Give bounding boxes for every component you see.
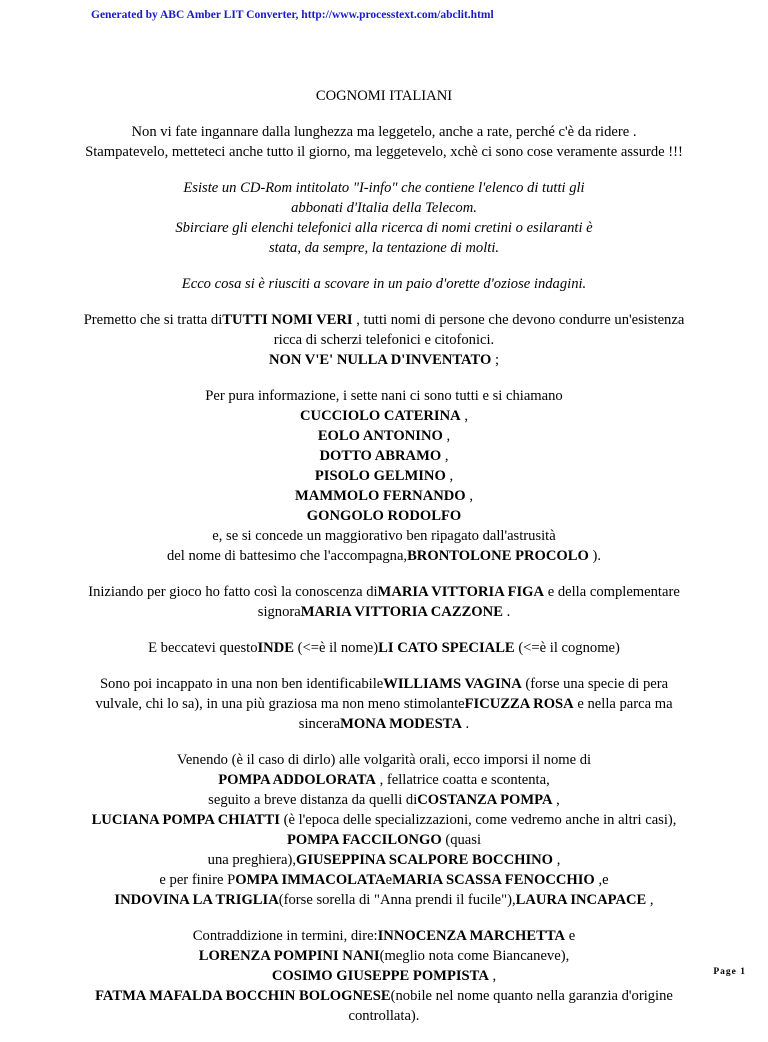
bold-name: INNOCENZA MARCHETTA bbox=[377, 928, 566, 944]
text: , bbox=[488, 968, 497, 984]
separator: , bbox=[460, 408, 468, 424]
bold-name: GIUSEPPINA SCALPORE BOCCHINO bbox=[295, 852, 554, 868]
converter-header-link[interactable]: Generated by ABC Amber LIT Converter, http://www.processtext.com/abclit.html bbox=[91, 9, 494, 21]
text: vulvale, chi lo sa), in una più graziosa ma non meno stimolante bbox=[95, 696, 465, 712]
text: Per pura informazione, i sette nani ci sono tutti e si chiamano bbox=[205, 388, 563, 404]
true-names-paragraph bbox=[0, 310, 768, 370]
text: , bbox=[552, 792, 560, 808]
text: , tutti nomi di persone che devono condurre un'esistenza bbox=[352, 312, 685, 328]
text: . bbox=[461, 716, 470, 732]
text: E beccatevi questo bbox=[148, 640, 258, 656]
separator: , bbox=[442, 428, 451, 444]
document-body bbox=[0, 86, 768, 1042]
text: (forse una specie di pera bbox=[521, 676, 669, 692]
bold-name: POMPA FACCILONGO bbox=[286, 832, 442, 848]
text: e per finire P bbox=[159, 872, 236, 888]
text: Venendo (è il caso di dirlo) alle volgarità orali, ecco imporsi il nome di bbox=[176, 752, 592, 768]
text: (<=è il nome) bbox=[294, 640, 379, 656]
bold-name: OMPA IMMACOLATA bbox=[235, 872, 386, 888]
text: del nome di battesimo che l'accompagna, bbox=[166, 548, 408, 564]
bold-name: FATMA MAFALDA BOCCHIN BOLOGNESE bbox=[95, 988, 391, 1004]
text: . bbox=[502, 604, 511, 620]
text: (quasi bbox=[441, 832, 482, 848]
dwarf-name: DOTTO ABRAMO bbox=[319, 448, 442, 464]
dwarf-name: GONGOLO RODOLFO bbox=[306, 508, 462, 524]
text: controllata). bbox=[348, 1008, 420, 1024]
contradiction-paragraph bbox=[0, 926, 768, 1026]
bold-name: INDOVINA LA TRIGLIA bbox=[114, 892, 279, 908]
text-line: abbonati d'Italia della Telecom. bbox=[291, 200, 477, 216]
text: , bbox=[646, 892, 654, 908]
document-title: COGNOMI ITALIANI bbox=[315, 88, 453, 104]
figa-paragraph bbox=[0, 582, 768, 622]
bold-name: MARIA SCASSA FENOCCHIO bbox=[392, 872, 595, 888]
bold-name: POMPA ADDOLORATA bbox=[218, 772, 376, 788]
text-line: stata, da sempre, la tentazione di molti. bbox=[268, 240, 500, 256]
separator: , bbox=[445, 468, 454, 484]
text: ,e bbox=[594, 872, 609, 888]
text: ). bbox=[588, 548, 602, 564]
text: e, se si concede un maggiorativo ben ripagato dall'astrusità bbox=[212, 528, 556, 544]
text: Contraddizione in termini, dire: bbox=[192, 928, 378, 944]
text: Premetto che si tratta di bbox=[83, 312, 223, 328]
text: (è l'epoca delle specializzazioni, come vedremo anche in altri casi), bbox=[279, 812, 677, 828]
bold-name: COSTANZA POMPA bbox=[417, 792, 553, 808]
bold-name: FICUZZA ROSA bbox=[464, 696, 574, 712]
page-number: Page 1 bbox=[713, 967, 746, 977]
bold-name: INDE bbox=[257, 640, 294, 656]
text: (<=è il cognome) bbox=[514, 640, 620, 656]
bold-name: LI CATO SPECIALE bbox=[378, 640, 515, 656]
text-line: Sbirciare gli elenchi telefonici alla ricerca di nomi cretini o esilaranti è bbox=[175, 220, 593, 236]
separator: , bbox=[465, 488, 473, 504]
text: e della complementare bbox=[544, 584, 680, 600]
cdrom-paragraph bbox=[0, 178, 768, 258]
bold-name: MARIA VITTORIA FIGA bbox=[377, 584, 545, 600]
dwarf-name: MAMMOLO FERNANDO bbox=[295, 488, 466, 504]
bold-name: BRONTOLONE PROCOLO bbox=[407, 548, 589, 564]
inde-paragraph bbox=[0, 638, 768, 658]
intro-paragraph bbox=[0, 122, 768, 162]
bold-name: WILLIAMS VAGINA bbox=[383, 676, 522, 692]
text: Sono poi incappato in una non ben identificabile bbox=[99, 676, 384, 692]
text: (nobile nel nome quanto nella garanzia d'origine bbox=[390, 988, 673, 1004]
vagina-paragraph bbox=[0, 674, 768, 734]
text: e bbox=[565, 928, 576, 944]
text: (forse sorella di "Anna prendi il fucile"), bbox=[278, 892, 516, 908]
text: ricca di scherzi telefonici e citofonici. bbox=[273, 332, 495, 348]
dwarf-name: PISOLO GELMINO bbox=[314, 468, 446, 484]
dwarf-name: CUCCIOLO CATERINA bbox=[300, 408, 461, 424]
bold-name: COSIMO GIUSEPPE POMPISTA bbox=[271, 968, 489, 984]
bold-name: MARIA VITTORIA CAZZONE bbox=[300, 604, 503, 620]
text: ; bbox=[491, 352, 500, 368]
text-line: Non vi fate ingannare dalla lunghezza ma leggetelo, anche a rate, perché c'è da ridere . bbox=[131, 124, 637, 140]
text: una preghiera), bbox=[207, 852, 296, 868]
seven-dwarfs-paragraph bbox=[0, 386, 768, 566]
bold-name: TUTTI NOMI VERI bbox=[222, 312, 353, 328]
text: e nella parca ma bbox=[573, 696, 673, 712]
text-line: Esiste un CD-Rom intitolato "I-info" che contiene l'elenco di tutti gli bbox=[183, 180, 585, 196]
text-line: Stampatevelo, metteteci anche tutto il giorno, ma leggetevelo, xchè ci sono cose veramente assurde !!! bbox=[85, 144, 683, 160]
bold-text: NON V'E' NULLA D'INVENTATO bbox=[268, 352, 492, 368]
dwarf-name: EOLO ANTONINO bbox=[317, 428, 443, 444]
search-paragraph: Ecco cosa si è riusciti a scovare in un paio d'orette d'oziose indagini. bbox=[181, 276, 587, 292]
text: sincera bbox=[298, 716, 341, 732]
bold-name: LUCIANA POMPA CHIATTI bbox=[91, 812, 280, 828]
bold-name: LAURA INCAPACE bbox=[515, 892, 647, 908]
text: (meglio nota come Biancaneve), bbox=[379, 948, 570, 964]
pompa-paragraph bbox=[0, 750, 768, 910]
text: , fellatrice coatta e scontenta, bbox=[375, 772, 550, 788]
text: Iniziando per gioco ho fatto così la conoscenza di bbox=[88, 584, 378, 600]
bold-name: MONA MODESTA bbox=[340, 716, 462, 732]
text: , bbox=[553, 852, 561, 868]
text: e bbox=[385, 872, 393, 888]
bold-name: LORENZA POMPINI NANI bbox=[198, 948, 380, 964]
separator: , bbox=[441, 448, 449, 464]
text: seguito a breve distanza da quelli di bbox=[208, 792, 418, 808]
text: signora bbox=[257, 604, 301, 620]
